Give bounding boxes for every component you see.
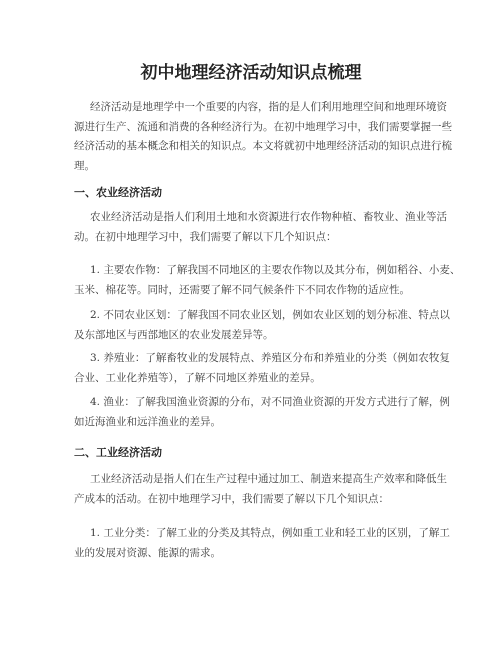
text-line: 合业、工业化养殖等），了解不同地区养殖业的差异。 bbox=[74, 371, 321, 384]
text-line: 4. 渔业：了解我国渔业资源的分布，对不同渔业资源的开发方式进行了解，例 bbox=[90, 396, 450, 408]
list-item-industry-types bbox=[74, 524, 450, 563]
text-line: 业的发展对资源、能源的需求。 bbox=[74, 546, 221, 559]
text-line: 工业经济活动是指人们在生产过程中通过加工、制造来提高生产效率和降低生 bbox=[90, 473, 447, 485]
text-line: 1. 工业分类：了解工业的分类及其特点，例如重工业和轻工业的区别，了解工 bbox=[90, 527, 450, 539]
intro-paragraph bbox=[74, 98, 452, 176]
text-line: 玉米、棉花等。同时，还需要了解不同气候条件下不同农作物的适应性。 bbox=[74, 283, 410, 296]
section-heading-agriculture: 一、农业经济活动 bbox=[74, 186, 162, 199]
text-line: 经济活动的基本概念和相关的知识点。本文将就初中地理经济活动的知识点进行梳 bbox=[74, 140, 452, 152]
text-line: 及东部地区与西部地区的农业发展差异等。 bbox=[74, 328, 274, 341]
section-intro-industry bbox=[74, 470, 447, 509]
text-line: 2. 不同农业区划：了解我国不同农业区划，例如农业区划的划分标准、特点以 bbox=[90, 309, 450, 321]
text-line: 1. 主要农作物：了解我国不同地区的主要农作物以及其分布，例如稻谷、小麦、 bbox=[90, 264, 461, 276]
text-line: 如近海渔业和远洋渔业的差异。 bbox=[74, 415, 221, 428]
list-item-fishery bbox=[74, 393, 450, 432]
section-intro-agriculture bbox=[74, 208, 447, 247]
text-line: 3. 养殖业：了解畜牧业的发展特点、养殖区分布和养殖业的分类（例如农牧复 bbox=[90, 352, 450, 364]
text-line: 产成本的活动。在初中地理学习中，我们需要了解以下几个知识点： bbox=[74, 492, 389, 505]
list-item-livestock bbox=[74, 349, 450, 388]
document-title: 初中地理经济活动知识点梳理 bbox=[140, 63, 362, 83]
list-item-crops bbox=[74, 261, 461, 300]
text-line: 经济活动是地理学中一个重要的内容，指的是人们利用地理空间和地理环境资 bbox=[90, 101, 447, 113]
list-item-zoning bbox=[74, 306, 450, 345]
text-line: 农业经济活动是指人们利用土地和水资源进行农作物种植、畜牧业、渔业等活 bbox=[90, 211, 447, 223]
text-line: 理。 bbox=[74, 159, 95, 172]
text-line: 动。在初中地理学习中，我们需要了解以下几个知识点： bbox=[74, 230, 337, 243]
text-line: 源进行生产、流通和消费的各种经济行为。在初中地理学习中，我们需要掌握一些 bbox=[74, 120, 452, 133]
section-heading-industry: 二、工业经济活动 bbox=[74, 446, 162, 459]
